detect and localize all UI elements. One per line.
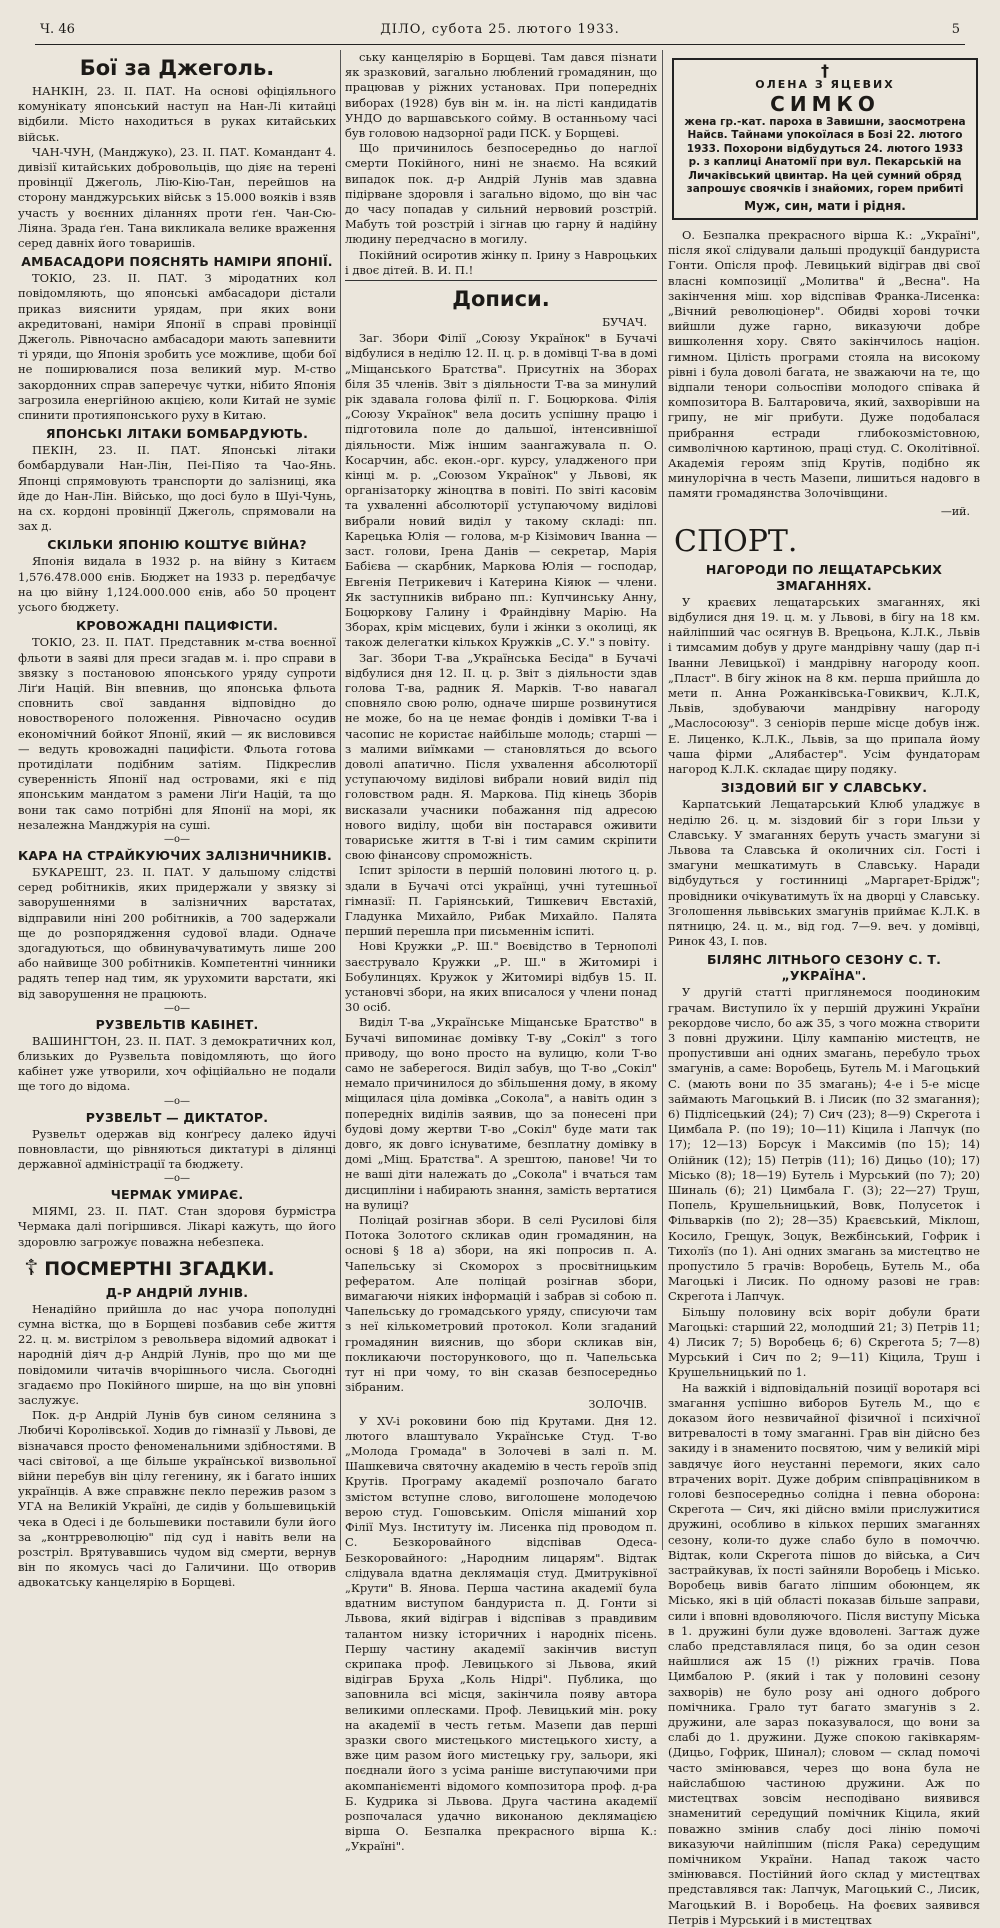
article-paragraph: Виділ Т-ва „Українське Міщанське Братство" в Бучачі випоминає домівку Т-ву „Сокіл" з того приводу, що воно просто на вулицю, коли Т-во само не заберегося. Виділ забув, що Т-во „Сокіл" немало причинилося до збільшення дому, в якому міщилася ціла домівка „Сокола", а навіть один з попередніх виділів заявив, що за понесені при будові дому жертви Т-во „Сокіл" буде мати так довго, як довго існуватиме, безплатну домівку в домі „Міщ. Братства". А зрештою, панове! Чи то не ваші діти належать до „Сокола" і вчаться там дисципліни і набирають знання, замість вертатися на вулиці?: [345, 1015, 657, 1212]
article-paragraph: ПЕКІН, 23. II. ПАТ. Японські літаки бомбардували Нан-Лін, Пеі-Піяо та Чао-Янь. Японці спрямовують транспорти до залізниці, яка йде до Нан-Лін. Військо, що досі було в Шуі-Чунь, на сх. кордоні провінції Джеголь, спрямовали на зах д.: [18, 443, 336, 534]
column-divider: [662, 50, 663, 1550]
section-heading: Д-Р АНДРІЙ ЛУНІВ.: [105, 1284, 249, 1300]
article-paragraph: У другій статті приглянемося поодиноким грачам. Виступило їх у першій дружині України рекордове число, бо аж 35, з чого можна створити 3 повні дружини. Цілу кампанію мистецтв, не пропустивши ані одних змагань, перебуло трьох змагунів, а саме: Воробець, Бутель М. і Магоцький С. (мають вони по 35 змагань); 4-е і 5-е місце займають Магоцький В. і Лисик (по 32 змагання); 6) Підлісецький (24); 7) Сич (23); 8—9) Скрегота і Цимбала Р. (по 19); 10—11) Кіцила і Лапчук (по 17); 12—13) Борсук і Максимів (по 15); 14) Олійник (12); 15) Петрів (11); 16) Дицьо (10); 17) Місько (8); 18—19) Бутель і Мурський (по 7); 20) Шиналь (6); 21) Цимбала Г. (3); 22—27) Труш, Попель, Крушельницький, Вовк, Полусеток і Фільварків (по 2); 28—35) Краєвський, Міклош, Косило, Грещук, Зоцук, Вежбінський, Гофрик і Тихолїз (по 1). Ані одних змагань за мистецтво не пропустило 5 грачів: Воробець, Бутель М., оба Магоцькі і Лисик. По одному разові не грав: Скрегота і Лапчук.: [668, 985, 980, 1304]
place-dateline: ЗОЛОЧІВ.: [588, 1398, 647, 1412]
obituary-maiden-name: ОЛЕНА З ЯЦЕВИХ: [755, 78, 895, 91]
section-heading: ЯПОНСЬКІ ЛІТАКИ БОМБАРДУЮТЬ.: [45, 426, 309, 442]
article-paragraph: На важкій і відповідальній позиції воротаря всі змагання успішно виборов Бутель М., що є доказом його незвичайної фізичної і психічної витревалості в тому змаганні. Грав він дійсно без закиду і в знаменито посвятою, чим у великій мірі завдячує його неустанні перемоги, яких сало втрачених воріт. Дуже добрим співпрацівником в голові безпосередньо солідна і певна оборона: Скрегота — Сич, які дійсно вміли прислужитися дружині, особливо в кількох перших змаганнях сезону, коли-то дуже слабо було в помоччю. Відтак, коли Скрегота пішов до війська, а Сич застрайкував, їх пості зайняли Воробець і Місько. Воробець вивів багато ліпшим обоюнцем, як Місько, які в цій області показав більше заправи, сили і вповні вдоволяючого. Після виступу Міська в 1. дружині були дуже вдоволені. Загтаж дуже слабо представлялася пиця, бо за один сезон найшлися аж 15 (!) ріжних грачів. Пова Цимбалою Р. (який і так у половині сезону захворів) не було розу ані одного доброго помічника. Грало тут багато змагунів з 2. дружини, але зараз показувалося, що вони за слабі до 1. дружини. Дуже спокою гаківкарям-(Дицьо, Гофрик, Шинал); словом — склад помочі часто змінювався, через що вона була не найслабшою частиною дружини. Аж по мистецтвах зовсім несподівано виявився знаменитий середущий помічник Кіцила, який поважно змінив слабу досі лінію помочі виказуючи найліпшим (після Рака) середущим помічником України. Напад також часто змінювався. Постійний його склад у мистецтвах представлявся так: Лапчук, Магоцький С., Лисик, Магоцький В. і Воробець. На фоєвих заявився Петрів і Мурський і в мистецтвах: [668, 1380, 980, 1927]
article-paragraph: Нові Кружки „Р. Ш." Воєвідство в Тернополі заєструвало Кружки „Р. Ш." в Житомирі і Бобулинцях. Кружок у Житомирі відбув 15. II. установчі збори, на яких вписалося у члени понад 30 осіб.: [345, 939, 657, 1015]
article-paragraph: ЧАН-ЧУН, (Манджуко), 23. II. ПАТ. Командант 4. дивізії китайських добровольців, що діяє на терені провінції Джеголь, Лію-Кію-Тан, перейшов на сторону манджурських військ з 15.000 вояків і взяв участь у воєнних діланнях проти ґен. Чан-Сю-Ліяна. Зрада ґен. Тана викликала велике враження серед давніх його товаришів.: [18, 144, 336, 251]
article-paragraph: Заг. Збори Т-ва „Українська Бесіда" в Бучачі відбулися дня 12. II. ц. р. Звіт з діяльности здав голова Т-ва, радник Я. Марків. Т-во навагал сповняло свою ролю, одначе ширше розвинутися не може, бо на це немає фондів і домівки Т-ва і часопис не користає найбільше молодь; старші — з малими виїмками — становляться до всього доволі апатично. Після ухвалення абсолюторії уступаючому виділові вибрали новий виділ під головством радн. Я. Маркова. Під кінець Зборів висказали учасники побажання під адресою нового виділу, щоби він постарався оживити товариське життя в Т-ві і тим самим скріпити свою фінансову спроможність.: [345, 650, 657, 863]
obituaries-heading: ☦ ПОСМЕРТНІ ЗГАДКИ.: [24, 1255, 275, 1281]
obituary-name: СИМКО: [770, 91, 880, 116]
article-paragraph: ТОКІО, 23. II. ПАТ. Представник м-ства воєнної фльоти в заяві для преси згадав м. і. про справи в звязку з постановою японського уряду супроти Ліґи Націй. Він впевнив, що японська фльота сповнить свої завдання відповідно до новоствореного положення. Рівночасно осудив економічний бойкот Японії, який — як висловився — ведуть кровожадні пацифісти. Фльота готова протиділати подібним затіям. Підкреслив суверенність Японії над островами, які є під японським мандатом з рамени Ліґи Націй, та що вони так само потрібні для Японії на морі, як незалежна Манджурія на суші.: [18, 635, 336, 832]
article-paragraph: ську канцелярію в Борщеві. Там дався пізнати як зразковий, загально люблений громадянин, що працював у ріжних установах. При попередніх виборах (1928) був він м. ін. на лісті кандидатів УНДО до варшавського сойму. В останньому часі був головою надзорної ради ПСК. у Борщеві.: [345, 50, 657, 141]
article-paragraph: Більшу половину всіх воріт добули брати Магоцькі: старший 22, молодший 21; 3) Петрів 11; 4) Лисик 7; 5) Воробець 6; 6) Скрегота 5; 7—8) Мурський і Сич по 2; 9—11) Кіцила, Труш і Крушельницький по 1.: [668, 1304, 980, 1380]
section-heading: КАРА НА СТРАЙКУЮЧИХ ЗАЛІЗНИЧНИКІВ.: [18, 847, 333, 863]
article-paragraph: Заг. Збори Філії „Союзу Українок" в Бучачі відбулися в неділю 12. II. ц. р. в домівці Т-ва в домі „Міщанського Братства". Присутніх на Зборах біля 35 членів. Звіт з діяльности Т-ва за минулий рік здавала голова філії п. Г. Боцюркова. Філія „Союзу Українок" вела досить успішну працю і підготовила поле до дальшої, інтенсивнішої діяльности. Між іншим заангажувала п. О. Косарчин, абс. екон.-орг. курсу, уладженого при кінці м. р. „Союзом Українок" у Львові, як організаторку жіноцтва в повіті. По звіті касовім та ухваленні абсолюторії уступаючому виділові вибрали новий виділ у такому складі: пп. Карецька Юлія — голова, м-р Кізімович Іванна — заст. голови, Ірена Данів — секретар, Марія Бабієва — скарбник, Маркова Юлія — господар, Евгенія Петрикевич і Катерина Кіяюк — члени. Як заступників вибрано пп.: Купчинську Анну, Боцюркову Галину і Фрайндівну Марію. На Зборах, крім місцевих, були і жінки з околиці, як також делегатки кількох Кружків „С. У." з повіту.: [345, 331, 657, 650]
separator-ornament: —o—: [163, 1002, 191, 1014]
section-heading: СКІЛЬКИ ЯПОНІЮ КОШТУЄ ВІЙНА?: [47, 537, 307, 553]
column-3: [668, 50, 980, 1927]
cross-icon: †: [821, 61, 829, 80]
separator-ornament: —o—: [163, 1095, 191, 1107]
obituary-signature: Муж, син, мати і рідня.: [744, 198, 906, 213]
article-paragraph: Пок. д-р Андрій Лунів був сином селянина з Любичі Королівської. Ходив до гімназії у Львові, де візначався просто феноменальними здібностями. В часі світової, а ще більше української визвольної війни перебув він цілу гегенину, як і багато інших українців. А вже справжнє пекло пережив разом з УГА на Великій Україні, де сидів у большевицькій чека в Одесі і де большевики поставили були його за „контрреволюцію" під суд і навіть вели на розстріл. Врятувавшись чудом від смерти, вернув він по якомусь часі до Галичини. Що отворив адвокатську канцелярію в Борщеві.: [18, 1408, 336, 1590]
article-paragraph: Рузвельт одержав від конґресу далеко йдучі повновласти, що рівняються диктатурі в ділянці державної адміністрації та бюджету.: [18, 1126, 336, 1171]
page-number: 5: [951, 22, 960, 37]
article-paragraph: МІЯМІ, 23. II. ПАТ. Стан здоровя бурмістра Чермака далі погіршився. Лікарі кажуть, що його здоровлю загрожує поважна небезпека.: [18, 1204, 336, 1249]
column-2: [345, 50, 657, 1854]
cross-icon: ☦: [24, 1255, 39, 1281]
article-paragraph: ТОКІО, 23. II. ПАТ. З міродатних кол повідомляють, що японські амбасадори дістали приказ вияснити урядам, при яких вони акредитовані, наміри Японії в справі провінції Джеголь. Рівночасно амбасадори мають запевнити ті уряди, що Японія зробить усе можливе, щоби бої не поширювалися поза великий мур. М-ство закордонних справ заперечує чутки, нібито Японія загрозила енергійною акцією, коли Китай не зуміє спинити протияпонського руху в Китаю.: [18, 271, 336, 423]
article-paragraph: О. Безпалка прекрасного вірша К.: „Україні", після якої слідували дальші продукції бандуриста Гонти. Опісля проф. Левицький відіграв дві свої власні композиції „Молитва" й „Весна". На закінчення міш. хор відспівав Франка-Лисенка: „Вічний революціонер". Обидві хорові точки вийшли дуже гарно, виказуючи добре вишколення хору. Свято закінчилось націон. гимном. Цілість програми стояла на високому рівні і була доволі багата, не зважаючи на те, що відпали тенори сольоспіви молодого співака й композитора В. Балтаровича, який, захворівши на грипу, не міг прибути. Дуже подобалася прибрання естради глибокозмістовною, символічною картиною, праці студ. С. Околітівної. Академія героям зпід Крутів, подібно як минулорічна в честь Мазепи, лишиться надовго в памяти громадянства Золочівщини.: [668, 228, 980, 501]
section-heading: АМБАСАДОРИ ПОЯСНЯТЬ НАМІРИ ЯПОНІЇ.: [21, 254, 333, 270]
section-heading: ЗІЗДОВИЙ БІГ У СЛАВСЬКУ.: [720, 780, 928, 796]
section-rule: [345, 280, 657, 281]
section-heading: КРОВОЖАДНІ ПАЦИФІСТИ.: [75, 618, 279, 634]
article-paragraph: У XV-і роковини бою під Крутами. Дня 12. лютого влаштувало Українське Студ. Т-во „Молода Громада" в Золочеві в залі п. М. Шашкевича святочну академію в честь героїв зпід Крутів. Програму академії розпочало багато змістом вступне слово, виголошене молодечою верою студ. Гошовським. Опісля мішаний хор Філії Муз. Інституту ім. Лисенка під проводом п. С. Безкоровайного відспівав Одеса-Безкоровайного: „Народним лицарям". Відтак слідувала вдатна деклямація студ. Дмитруківної „Крути" В. Янова. Перша частина академії була вдатним виступом бандуриста п. Д. Гонти зі Львова, який відіграв і відспівав з правдивим талантом низку історичних і народніх пісень. Першу частину академії закінчив виступ скрипака проф. Левицького зі Львова, який відіграв Бруха „Коль Нідрі". Публика, що заповнила всі місця, закінчила появу автора великими оплесками. Проф. Левицький мін. року на академії в честь гетьм. Мазепи дав перші зразки свого мистецького мистецького хисту, а вже цим разом його мистецьку гру, зальори, які поєднали його з усіма раніше виступаючими при акомпанієменті відомого композитора проф. д-ра Б. Кудрика зі Львова. Друга частина академії розпочалася удачно виконаною деклямацією вірша О. Безпалка прекрасного вірша К.: „Україні".: [345, 1413, 657, 1854]
masthead: [40, 18, 960, 42]
section-heading: РУЗВЕЛЬТІВ КАБІНЕТ.: [95, 1016, 259, 1032]
article-paragraph: Іспит зрілости в першій половині лютого ц. р. здали в Бучачі отсі українці, учні тутешньої гімназії: П. Гаріянський, Тишкевич Евстахій, Гладунка Михайло, Рибак Михайло. Палята перший перешла при письменнім іспиті.: [345, 863, 657, 939]
article-paragraph: ВАШИНГТОН, 23. II. ПАТ. З демократичних кол, близьких до Рузвельта повідомляють, що його кабінет уже утворили, хоч офіційально не подали ще того до відома.: [18, 1033, 336, 1094]
article-paragraph: Що причинилось безпосередньо до наглої смерти Покійного, нині не знаємо. На всякий випадок пок. д-р Андрій Лунів мав здавна підірване здоровля і загально відомо, що він час до часу попадав у сильний нервовий розстрій. Мабуть той розстрій і зігнав цю гарну й надійну людину передчасно в могилу.: [345, 141, 657, 247]
article-paragraph: Ненадійно прийшла до нас учора пополудні сумна вістка, що в Борщеві позбавив себе життя 22. ц. м. вистрілом з револьвера відомий адвокат і народній діяч д-р Андрій Лунів, про що ми ще повідомили читачів вчорішнього числа. Сьогодні згадаємо про Покійного ширше, на що він уповні заслужує.: [18, 1301, 336, 1408]
section-heading: РУЗВЕЛЬТ — ДИКТАТОР.: [85, 1109, 269, 1125]
obituary-text: жена гр.-кат. пароха в Завишни, заосмотрена Найсв. Тайнами упокоїлася в Бозі 22. лютого 1933. Похорони відбудуться 24. лютого 1933 р. з каплиці Анатомії при вул. Пекарській на Личаківський цвинтар. На цей сумний обряд запрошує своячків і знайомих, горем прибиті: [684, 115, 966, 195]
article-paragraph: У краєвих лещатарських змаганнях, які відбулися дня 19. ц. м. у Львові, в бігу на 18 км. найліпший час осягнув В. Врецьона, К.Л.К., Львів і тимсамим добув у друге мандрівну чашу (дар п-і Іванни Левицької) і мандрівну нагороду кооп. „Пласт". В бігу жінок на 8 км. перша прийшла до мети п. Анна Рожанківська-Говиквич, К.Л.К, Львів, здобуваючи мандрівну нагороду „Маслосоюзу". З сеніорів перше місце добув інж. Е. Лиценко, К.Л.К., Львів, за що припала йому чаша фірми „Алябастер". Усім фундаторам нагород К.Л.К. складає щиру подяку.: [668, 594, 980, 777]
article-paragraph: НАНКІН, 23. II. ПАТ. На основі офіціяльного комунікату японський наступ на Нан-Лі китайці відбили. Місто находиться в руках китайських військ.: [18, 84, 336, 144]
article-paragraph: Карпатський Лещатарський Клюб уладжує в неділю 26. ц. м. зіздовий біг з гори Ільзи у Славську. У змаганнях беруть участь змагуни зі Львова та Славська й околичних сіл. Гості і змагуни мешкатимуть в Славську. Наради відбудуться у гостинниці „Маргарет-Брідж"; провідники очікуватимуть їх на дворці у Славську. Зголошення львівських змагунів приймає К.Л.К. в пятницю, 24. ц. м., від год. 7—9. веч. у домівці, Ринок 43, І. пов.: [668, 797, 980, 949]
newspaper-dateline: ДІЛО, субота 25. лютого 1933.: [380, 22, 620, 37]
article-paragraph: Поліцай розігнав збори. В селі Русилові біля Потока Золотого скликав один громадянин, на основі § 18 а) збори, на які попросив п. А. Чапельську зі Скоморох з просвітницьким рефератом. Але поліцай розігнав збори, вимагаючи ніяких інформацій і забрав зі собою п. Чапельську до громадського уряду, списуючи там з неї кількометровий протокол. Коли згаданий громадянин вияснив, що збори скликав він, покликаючи посторункового, що п. Чапельська тут ні при чому, то він сказав безпосередньо зібраним.: [345, 1213, 657, 1395]
section-heading: НАГОРОДИ ПО ЛЕЩАТАРСЬКИХ ЗМАГАННЯХ.: [705, 561, 943, 593]
article-paragraph: Покійний осиротив жінку п. Ірину з Навроцьких і двоє дітей. В. И. П.!: [345, 247, 657, 277]
issue-number: Ч. 46: [40, 22, 75, 37]
section-heading: БІЛЯНС ЛІТНЬОГО СЕЗОНУ С. Т. „УКРАЇНА".: [706, 952, 942, 984]
headline-jehol-battles: Бої за Джеголь.: [79, 56, 275, 80]
column-divider: [340, 50, 341, 1550]
separator-ornament: —o—: [163, 1173, 191, 1185]
place-dateline: БУЧАЧ.: [602, 316, 647, 330]
author-signature: —ий.: [940, 504, 970, 518]
article-paragraph: Японія видала в 1932 р. на війну з Китаєм 1,576.478.000 єнів. Бюджет на 1933 р. передбачує на цю війну 1,124.000.000 єнів, або 50 процент усього бюджету.: [18, 554, 336, 615]
obituary-notice: [672, 58, 978, 220]
column-1: [18, 50, 336, 1590]
masthead-rule: [35, 44, 965, 45]
correspondence-heading: Дописи.: [452, 287, 550, 312]
section-heading: ЧЕРМАК УМИРАЄ.: [110, 1187, 244, 1203]
sport-heading: СПОРТ.: [674, 523, 798, 559]
article-paragraph: БУКАРЕШТ, 23. II. ПАТ. У дальшому слідстві серед робітників, яких придержали у звязку зі заворушеннями в залізничних варстатах, відправили ніні 200 робітників, а 700 задержали ще до розпорядження судової влади. Одначе здогадуються, що обвинувачуватимуть лише 200 або найвище 300 робітників. Компетентні чинники радять тепер над тим, як урухомити варстати, які від заворушення не працюють.: [18, 864, 336, 1001]
separator-ornament: —o—: [163, 833, 191, 845]
